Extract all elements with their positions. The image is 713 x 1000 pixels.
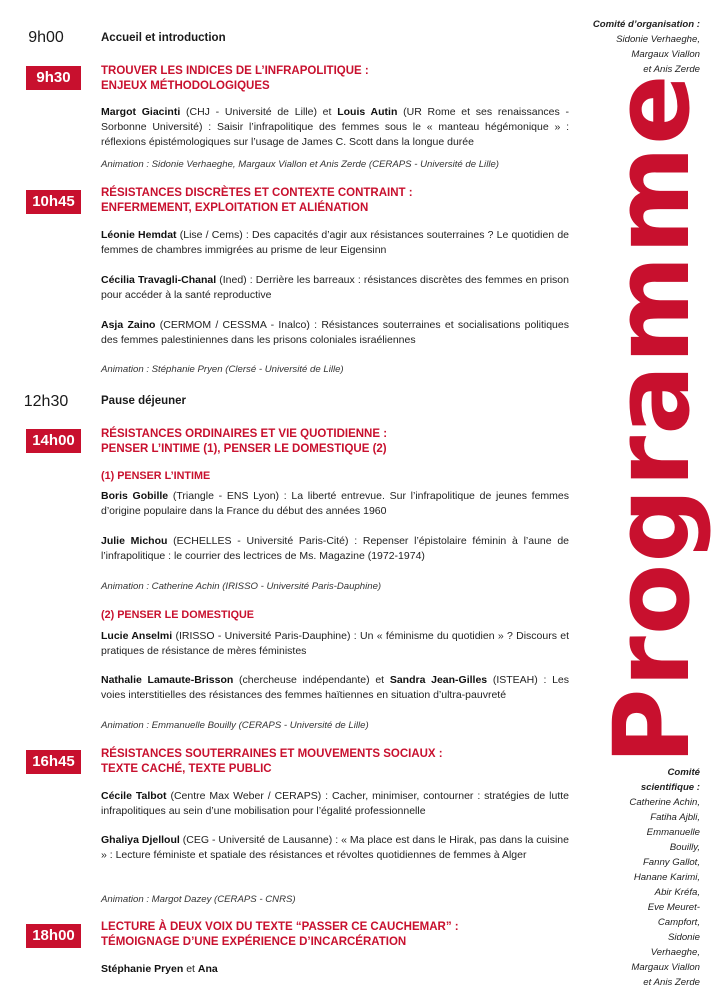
time-label: 9h00: [28, 29, 64, 46]
scientific-member: Eve Meuret-: [647, 902, 700, 913]
speaker-name: Nathalie Lamaute-Brisson: [101, 674, 234, 686]
organizing-committee: [550, 17, 700, 77]
time-badge: 10h45: [26, 190, 81, 214]
talk-text: (IRISSO - Université Paris-Dauphine) : Un « féminisme du quotidien » ? Discours et pratiques de résistance de mères féministes: [101, 630, 569, 657]
talk: [101, 833, 569, 863]
scientific-member: Sidonie: [667, 932, 700, 943]
organizing-line: Margaux Viallon: [631, 49, 700, 60]
speaker-name: Ana: [197, 963, 218, 975]
talk-text: (ISTEAH) : Les voies interstitielles des résistances des femmes haïtiennes en situation d’ultra-pauvreté: [101, 674, 569, 701]
animation-line: Animation : Emmanuelle Bouilly (CERAPS - Université de Lille): [101, 720, 369, 731]
talk-text: (Triangle - ENS Lyon) : La liberté entrevue. Sur l’infrapolitique de jeunes femmes d’origine populaire dans la France du début des années 1960: [101, 490, 570, 517]
time-badge: 18h00: [26, 924, 81, 948]
session-title-line: ENJEUX MÉTHODOLOGIQUES: [101, 80, 270, 92]
session-title-line: RÉSISTANCES DISCRÈTES ET CONTEXTE CONTRAINT :: [101, 187, 413, 199]
scientific-member: Margaux Viallon: [631, 962, 700, 973]
session-title: [101, 64, 571, 94]
animation-line: Animation : Stéphanie Pryen (Clersé - Université de Lille): [101, 364, 344, 375]
scientific-member: Campfort,: [657, 917, 700, 928]
time-badge: 14h00: [26, 429, 81, 453]
scientific-member: Bouilly,: [669, 842, 700, 853]
subsection-title: (2) PENSER LE DOMESTIQUE: [101, 609, 254, 621]
talk: [101, 105, 569, 150]
speaker-name: Sandra Jean-Gilles: [389, 674, 488, 686]
speaker-name: Léonie Hemdat: [101, 229, 177, 241]
speaker-name: Asja Zaino: [101, 319, 156, 331]
session-title-line: LECTURE À DEUX VOIX DU TEXTE “PASSER CE CAUCHEMAR” :: [101, 921, 459, 933]
scientific-member: Catherine Achin,: [629, 797, 700, 808]
organizing-line: et Anis Zerde: [643, 64, 700, 75]
programme-title-wrapper: [591, 73, 713, 765]
time-badge: 16h45: [26, 750, 81, 774]
subsection-title: (1) PENSER L’INTIME: [101, 470, 211, 482]
speaker-name: Margot Giacinti: [101, 106, 181, 118]
speaker-name: Cécile Talbot: [101, 790, 167, 802]
speaker-name: Stéphanie Pryen: [101, 963, 184, 975]
talk: [101, 534, 569, 564]
talk-text: (CERMOM / CESSMA - Inalco) : Résistances souterraines et socialisations politiques des femmes palestiniennes dans les prisons coloniales israéliennes: [101, 319, 569, 346]
organizing-line: Sidonie Verhaeghe,: [616, 34, 700, 45]
session-title: [101, 427, 571, 457]
programme-title: Programme: [591, 73, 713, 765]
session-title-line: RÉSISTANCES ORDINAIRES ET VIE QUOTIDIENNE :: [101, 428, 388, 440]
animation-line: Animation : Sidonie Verhaeghe, Margaux Viallon et Anis Zerde (CERAPS - Université de Lille): [101, 159, 499, 170]
speaker-name: Louis Autin: [337, 106, 398, 118]
talk-text: (CEG - Université de Lausanne) : « Ma place est dans le Hirak, pas dans la cuisine » : Lecture féministe et spatiale des résistances et révoltes quotidiennes de femmes à Alger: [101, 834, 569, 861]
talk-joiner: et: [183, 963, 198, 975]
talk: [101, 629, 569, 659]
talk: [101, 318, 569, 348]
speaker-name: Lucie Anselmi: [101, 630, 173, 642]
speaker-name: Boris Gobille: [101, 490, 169, 502]
speaker-name: Julie Michou: [101, 535, 168, 547]
time-label: 12h30: [23, 393, 69, 410]
session-title: [101, 747, 571, 777]
talk: [101, 962, 569, 977]
talk-text: (ECHELLES - Université Paris-Cité) : Repenser l’épistolaire féminin à l’aune de l’infrapolitique : le courrier des lectrices de Ms. Magazine (1972-1974): [101, 535, 570, 562]
animation-line: Animation : Catherine Achin (IRISSO - Université Paris-Dauphine): [101, 581, 382, 592]
scientific-member: Verhaeghe,: [650, 947, 700, 958]
session-title-line: PENSER L’INTIME (1), PENSER LE DOMESTIQUE (2): [101, 443, 387, 455]
animation-line: Animation : Margot Dazey (CERAPS - CNRS): [101, 894, 296, 905]
session-title: [101, 186, 571, 216]
scientific-member: et Anis Zerde: [643, 977, 700, 988]
organizing-heading: Comité d’organisation :: [592, 19, 700, 30]
talk: [101, 273, 569, 303]
time-badge: 9h30: [26, 66, 81, 90]
scientific-member: Abir Kréfa,: [654, 887, 700, 898]
scientific-heading: scientifique :: [640, 782, 700, 793]
speaker-name: Ghaliya Djelloul: [101, 834, 180, 846]
scientific-member: Emmanuelle: [646, 827, 700, 838]
talk-text: (UR Rome et ses renaissances - Sorbonne Université) : Saisir l’infrapolitique des femmes sous le « manteau hégémonique » : réflexions épistémologiques sur l’usage de James C. Scott dans la longue durée: [101, 106, 569, 148]
talk: [101, 489, 569, 519]
session-title-line: TROUVER LES INDICES DE L’INFRAPOLITIQUE :: [101, 65, 369, 77]
session-title: Pause déjeuner: [101, 395, 187, 407]
scientific-member: Fatiha Ajbli,: [650, 812, 700, 823]
session-title-line: RÉSISTANCES SOUTERRAINES ET MOUVEMENTS SOCIAUX :: [101, 748, 443, 760]
talk-text: (Centre Max Weber / CERAPS) : Cacher, minimiser, contourner : stratégies de lutte infrapolitiques au sein d’une mobilisation pour l’égalité professionnelle: [101, 790, 569, 817]
talk-affiliation: (CHJ - Université de Lille) et: [180, 106, 338, 118]
session-title-line: ENFERMEMENT, EXPLOITATION ET ALIÉNATION: [101, 202, 369, 214]
session-title: [101, 920, 571, 950]
talk: [101, 228, 569, 258]
talk: [101, 789, 569, 819]
scientific-heading: Comité: [667, 767, 700, 778]
session-title: Accueil et introduction: [101, 32, 226, 44]
scientific-member: Fanny Gallot,: [642, 857, 700, 868]
session-title-line: TEXTE CACHÉ, TEXTE PUBLIC: [101, 763, 272, 775]
talk: [101, 673, 569, 703]
session-title-line: TÉMOIGNAGE D’UNE EXPÉRIENCE D’INCARCÉRATION: [101, 936, 407, 948]
scientific-committee: [590, 765, 700, 990]
talk-affiliation: (chercheuse indépendante) et: [233, 674, 390, 686]
scientific-member: Hanane Karimi,: [633, 872, 700, 883]
talk-text: (Ined) : Derrière les barreaux : résistances discrètes des femmes en prison pour accéder à la santé reproductive: [101, 274, 569, 301]
talk-text: (Lise / Cems) : Des capacités d’agir aux résistances souterraines ? Le quotidien de femmes de chambres immigrées au prisme de leur Eigensinn: [101, 229, 570, 256]
speaker-name: Cécilia Travagli-Chanal: [101, 274, 217, 286]
